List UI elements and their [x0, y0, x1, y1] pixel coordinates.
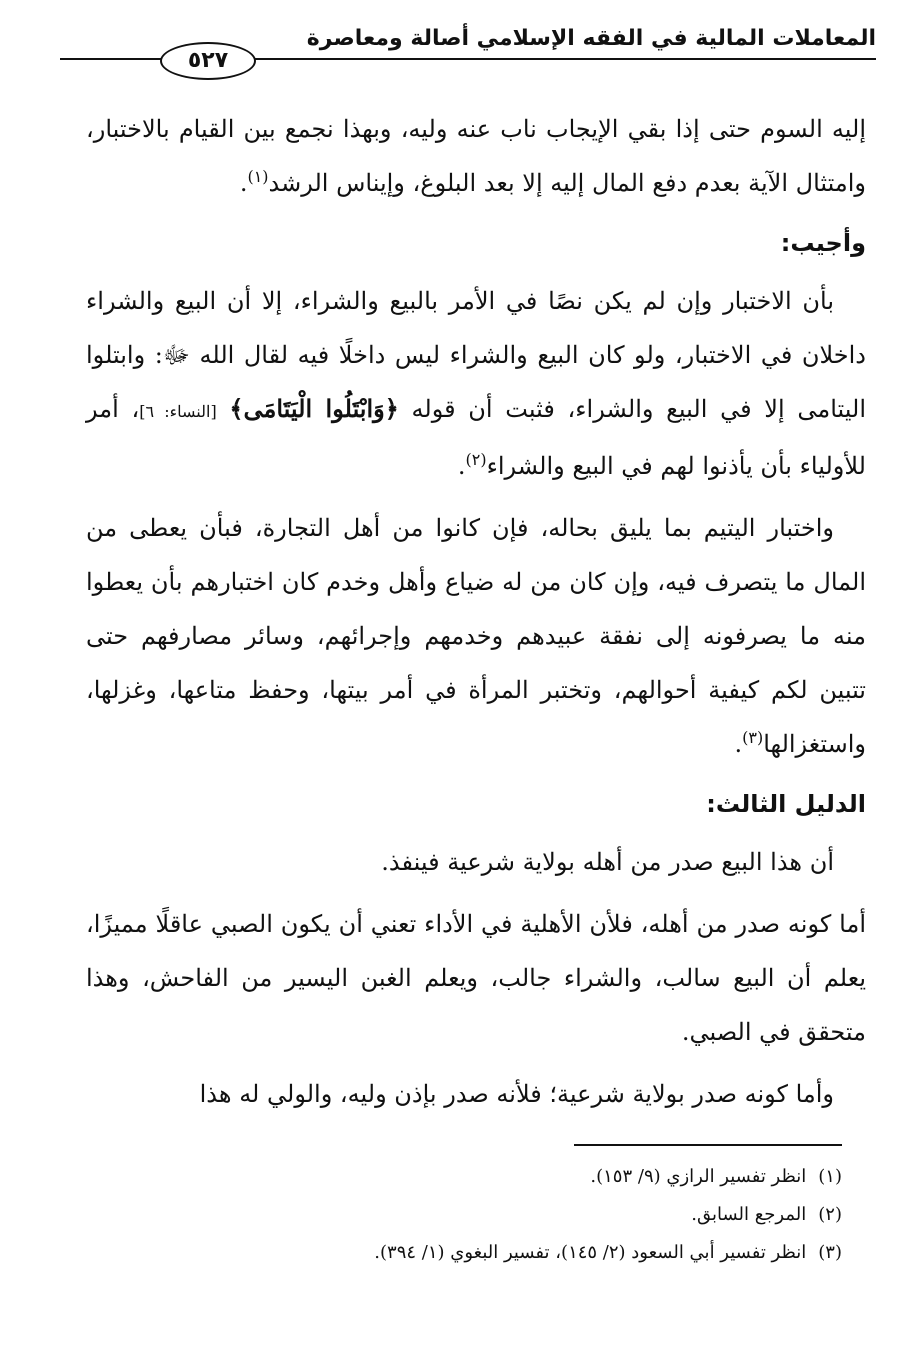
- footnote-ref-3: (٣): [742, 728, 764, 747]
- paragraph-3-end: .: [734, 730, 743, 758]
- paragraph-3: [86, 501, 866, 771]
- page-header: [60, 24, 876, 84]
- footnote-ref-1: (١): [247, 167, 269, 186]
- footnote-number: (٣): [818, 1242, 842, 1263]
- footnote-text: المرجع السابق.: [691, 1204, 807, 1225]
- footnotes: [82, 1158, 842, 1272]
- paragraph-2-text-a: بأن الاختبار وإن لم يكن نصًا في الأمر بالبيع والشراء، إلا أن البيع والشراء داخلان في الاختبار، ولو كان البيع والشراء ليس داخلًا فيه لقال الله ﷻ: وابتلوا اليتامى إلا في البيع والشراء، فثبت أن قوله: [86, 287, 866, 423]
- ayah-reference: [النساء: ٦]: [139, 402, 217, 421]
- footnote-number: (٢): [818, 1204, 842, 1225]
- footnote-ref-2: (٢): [465, 450, 487, 469]
- footnote-3: [82, 1234, 842, 1272]
- footnote-text: انظر تفسير أبي السعود (٢/ ١٤٥)، تفسير البغوي (١/ ٣٩٤).: [374, 1242, 807, 1263]
- paragraph-5: أما كونه صدر من أهله، فلأن الأهلية في الأداء تعني أن يكون الصبي عاقلًا مميزًا، يعلم أن البيع سالب، والشراء جالب، ويعلم الغبن اليسير من الفاحش، وهذا متحقق في الصبي.: [86, 910, 866, 1046]
- paragraph-1-text: إليه السوم حتى إذا بقي الإيجاب ناب عنه وليه، وبهذا نجمع بين القيام بالاختبار، وامتثال الآية بعدم دفع المال إليه إلا بعد البلوغ، وإيناس الرشد: [86, 115, 866, 197]
- paragraph-1-end: .: [239, 169, 248, 197]
- paragraph-4: أن هذا البيع صدر من أهله بولاية شرعية فينفذ.: [381, 848, 834, 876]
- footnote-separator: [574, 1144, 842, 1146]
- paragraph-6: وأما كونه صدر بولاية شرعية؛ فلأنه صدر بإذن وليه، والولي له هذا: [199, 1080, 834, 1108]
- footnote-1: [82, 1158, 842, 1196]
- footnote-text: انظر تفسير الرازي (٩/ ١٥٣).: [590, 1166, 807, 1187]
- paragraph-2-end: .: [457, 452, 466, 480]
- paragraph-2: [86, 274, 866, 493]
- paragraph-2-text-b: ، أمر للأولياء بأن يأذنوا لهم في البيع والشراء: [86, 395, 866, 480]
- paragraph-3-text: واختبار اليتيم بما يليق بحاله، فإن كانوا من أهل التجارة، فبأن يعطى من المال ما يتصرف فيه، وإن كان من له ضياع وأهل وخدم كان اختبارهم بأن يعطوا منه ما يصرفونه إلى نفقة عبيدهم وخدمهم وإجرائهم، وسائر مصارفهم حتى تتبين لكم كيفية أحوالهم، وتختبر المرأة في أمر بيتها، وحفظ متاعها، وغزلها، واستغزالها: [86, 514, 866, 758]
- running-title: المعاملات المالية في الفقه الإسلامي أصالة ومعاصرة: [306, 26, 876, 51]
- heading-answer: وأجيب:: [780, 229, 866, 257]
- heading-third-evidence: الدليل الثالث:: [706, 790, 866, 818]
- page-number: ٥٢٧: [160, 42, 256, 80]
- footnote-number: (١): [818, 1166, 842, 1187]
- paragraph-1: [86, 102, 866, 210]
- quran-verse: ﴿وَابْتَلُوا الْيَتَامَى﴾: [229, 394, 399, 423]
- footnote-2: [82, 1196, 842, 1234]
- main-text: [86, 102, 866, 1121]
